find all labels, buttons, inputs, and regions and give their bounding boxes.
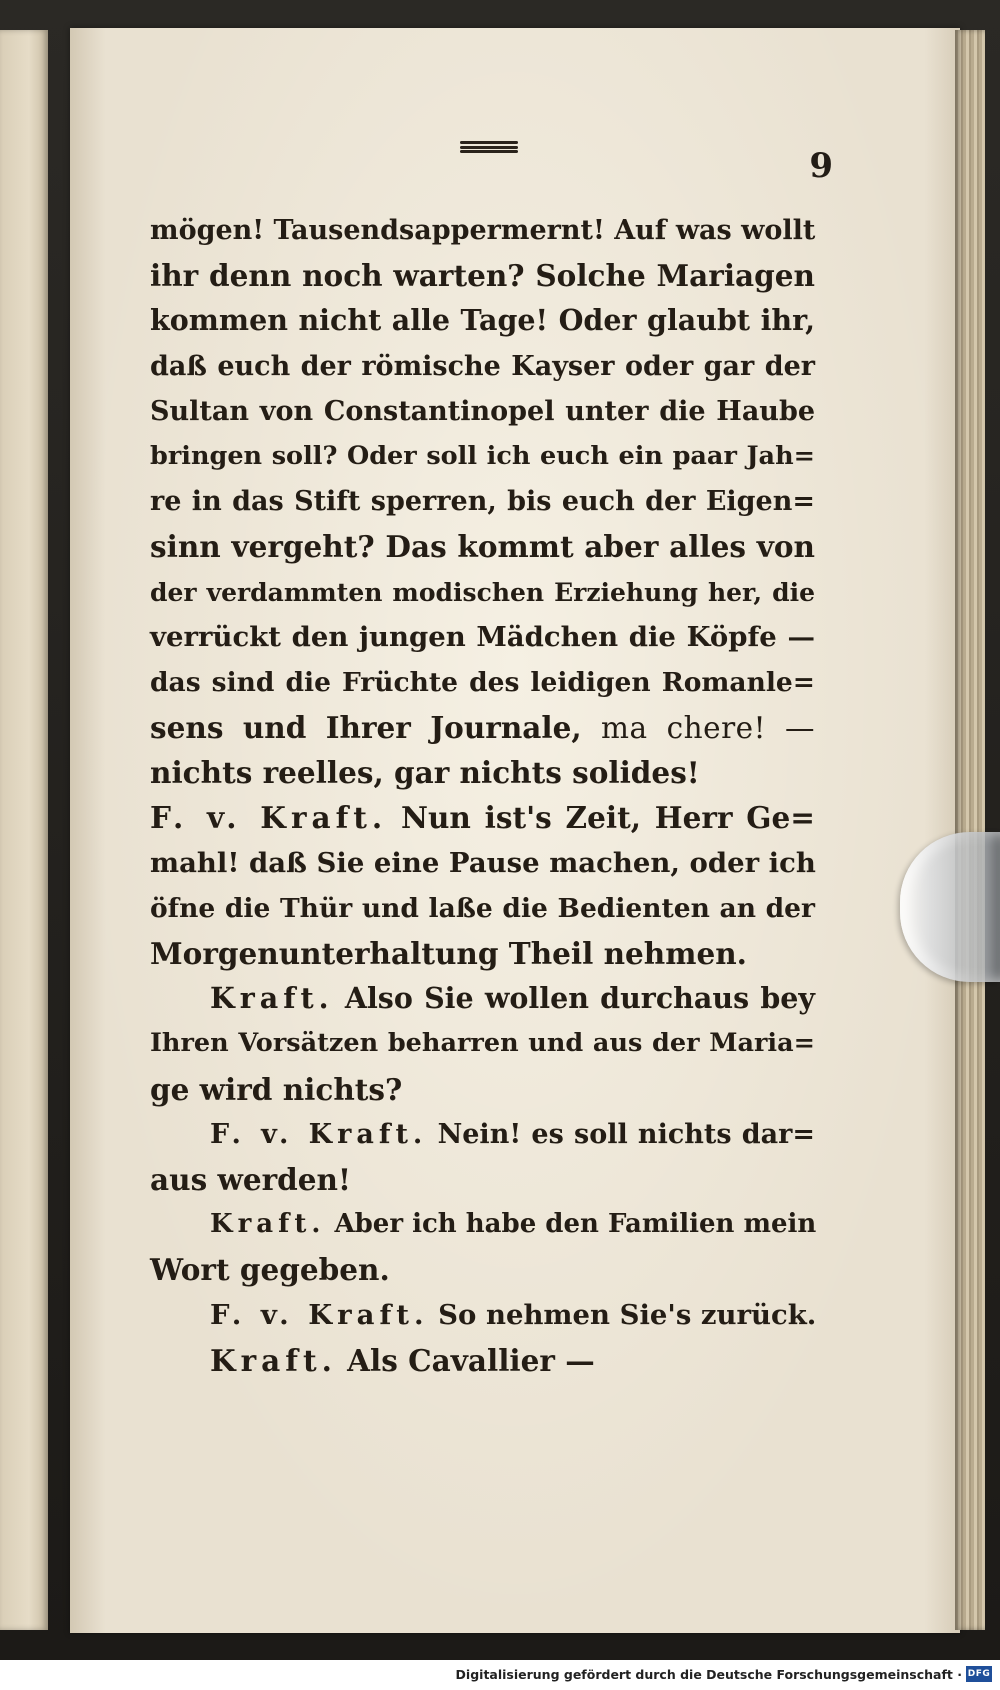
dialogue-line	[150, 795, 815, 840]
text-line: re in das Stift sperren, bis euch der Eigen=	[150, 486, 815, 518]
speaker-name: Kraft.	[210, 981, 334, 1016]
text-line-mixed	[150, 705, 815, 750]
text-line: mögen! Tausendsappermernt! Auf was wollt	[150, 215, 816, 246]
text-line: daß euch der römische Kayser oder gar der	[150, 350, 815, 382]
dfg-logo-icon: DFG	[966, 1666, 992, 1682]
text-line: Ihren Vorsätzen beharren und aus der Maria=	[150, 1028, 815, 1059]
text-line: aus werden!	[150, 1161, 351, 1197]
dialogue-line	[150, 976, 815, 1021]
speaker-name: F. v. Kraft.	[210, 1298, 429, 1331]
text-segment: Aber ich habe den Familien mein	[334, 1209, 817, 1240]
speaker-name: F. v. Kraft.	[210, 1118, 428, 1150]
text-segment: sens und Ihrer Journale,	[150, 710, 582, 746]
digitization-footer	[0, 1660, 1000, 1690]
funding-credit: Digitalisierung gefördert durch die Deutsche Forschungsgemeinschaft ·	[455, 1667, 962, 1682]
text-line: bringen soll? Oder soll ich euch ein paar Jah=	[150, 440, 815, 471]
text-line: öfne die Thür und laße die Bedienten an der	[150, 892, 815, 924]
header-ornament	[460, 141, 518, 153]
previous-page-edge	[0, 30, 48, 1630]
text-line: mahl! daß Sie eine Pause machen, oder ich	[150, 846, 816, 879]
text-segment: Nein! es soll nichts dar=	[437, 1118, 816, 1150]
dialogue-line	[150, 1112, 815, 1157]
page-text	[150, 208, 815, 1383]
text-segment: Also Sie wollen durchaus bey	[344, 981, 815, 1016]
speaker-name: F. v. Kraft.	[150, 800, 388, 836]
text-segment: Als Cavallier —	[347, 1342, 595, 1378]
dialogue-line	[150, 1338, 815, 1383]
text-line: verrückt den jungen Mädchen die Köpfe —	[150, 620, 815, 653]
text-line: der verdammten modischen Erziehung her, die	[150, 577, 815, 607]
text-segment: Nun ist's Zeit, Herr Ge=	[401, 800, 815, 836]
text-line: das sind die Früchte des leidigen Romanle=	[150, 666, 815, 698]
speaker-name: Kraft.	[210, 1209, 326, 1240]
text-line: Morgenunterhaltung Theil nehmen.	[150, 936, 747, 971]
text-line: ihr denn noch warten? Solche Mariagen	[150, 258, 815, 294]
text-line: sinn vergeht? Das kommt aber alles von	[150, 529, 815, 565]
text-line: Wort gegeben.	[150, 1252, 390, 1288]
page-number: 9	[809, 146, 833, 186]
text-line: nichts reelles, gar nichts solides!	[150, 755, 700, 791]
dialogue-line	[150, 1202, 815, 1247]
text-line: ge wird nichts?	[150, 1071, 403, 1107]
speaker-name: Kraft.	[210, 1342, 337, 1378]
text-line: kommen nicht alle Tage! Oder glaubt ihr,	[150, 303, 815, 338]
page-stack-edges	[955, 30, 985, 1630]
text-segment: So nehmen Sie's zurück.	[438, 1298, 817, 1331]
dialogue-line	[150, 1293, 815, 1338]
text-line: Sultan von Constantinopel unter die Haube	[150, 395, 815, 427]
latin-phrase: ma chere! —	[601, 711, 815, 746]
